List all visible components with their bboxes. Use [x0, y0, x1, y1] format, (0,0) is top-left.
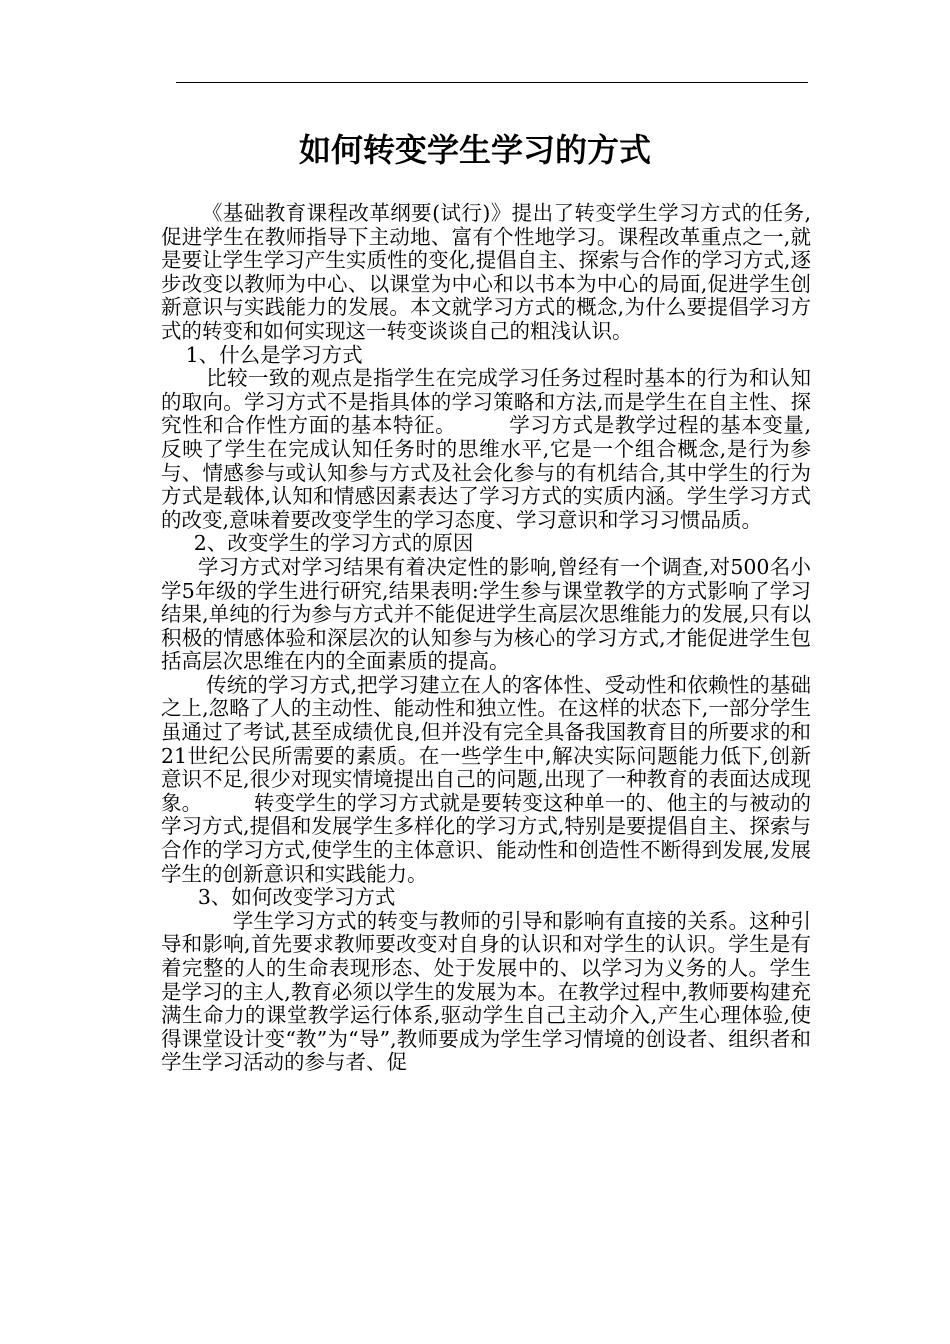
header-rule — [176, 82, 808, 83]
body-paragraph: 比较一致的观点是指学生在完成学习任务过程时基本的行为和认知的取向。学习方式不是指具体的学习策略和方法,而是学生在自主性、探究性和合作性方面的基本特征。 学习方式是教学过程的基本变量,反映了学生在完成认知任务时的思维水平,它是一个组合概念,是行为参与、情感参与或认知参与方式及社会化参与的有机结合,其中学生的行为方式是载体,认知和情感因素表达了学习方式的实质内涵。学生学习方式的改变,意味着要改变学生的学习态度、学习意识和学习习惯品质。 — [161, 366, 811, 532]
section-heading-1: 1、什么是学习方式 — [185, 342, 363, 367]
body-paragraph: 传统的学习方式,把学习建立在人的客体性、受动性和依赖性的基础之上,忽略了人的主动性、能动性和独立性。在这样的状态下,一部分学生虽通过了考试,甚至成绩优良,但并没有完全具备我国教育目的所要求的和21世纪公民所需要的素质。在一些学生中,解决实际问题能力低下,创新意识不足,很少对现实情境提出自己的问题,出现了一种教育的表面达成现象。 转变学生的学习方式就是要转变这种单一的、他主的与被动的学习方式,提倡和发展学生多样化的学习方式,特别是要提倡自主、探索与合作的学习方式,使学生的主体意识、能动性和创造性不断得到发展,发展学生的创新意识和实践能力。 — [161, 672, 811, 886]
section-heading-3: 3、如何改变学习方式 — [197, 885, 396, 910]
intro-paragraph: 《基础教育课程改革纲要(试行)》提出了转变学生学习方式的任务,促进学生在教师指导下主动地、富有个性地学习。课程改革重点之一,就是要让学生学习产生实质性的变化,提倡自主、探索与合作的学习方式,逐步改变以教师为中心、以课堂为中心和以书本为中心的局面,促进学生创新意识与实践能力的发展。本文就学习方式的概念,为什么要提倡学习方式的转变和如何实现这一转变谈谈自己的粗浅认识。 — [161, 201, 811, 343]
section-heading-2: 2、改变学生的学习方式的原因 — [193, 531, 474, 556]
document-title: 如何转变学生学习的方式 — [298, 131, 651, 169]
body-paragraph: 学习方式对学习结果有着决定性的影响,曾经有一个调查,对500名小学5年级的学生进行研究,结果表明:学生参与课堂教学的方式影响了学习结果,单纯的行为参与方式并不能促进学生高层次思维能力的发展,只有以积极的情感体验和深层次的认知参与为核心的学习方式,才能促进学生包括高层次思维在内的全面素质的提高。 — [161, 554, 811, 674]
body-paragraph: 学生学习方式的转变与教师的引导和影响有直接的关系。这种引导和影响,首先要求教师要改变对自身的认识和对学生的认识。学生是有着完整的人的生命表现形态、处于发展中的、以学习为义务的人。学生是学习的主人,教育必须以学生的发展为本。在教学过程中,教师要构建充满生命力的课堂教学运行体系,驱动学生自己主动介入,产生心理体验,使得课堂设计变“教”为“导”,教师要成为学生学习情境的创设者、组织者和学生学习活动的参与者、促 — [161, 908, 811, 1075]
document-body — [161, 202, 811, 1075]
